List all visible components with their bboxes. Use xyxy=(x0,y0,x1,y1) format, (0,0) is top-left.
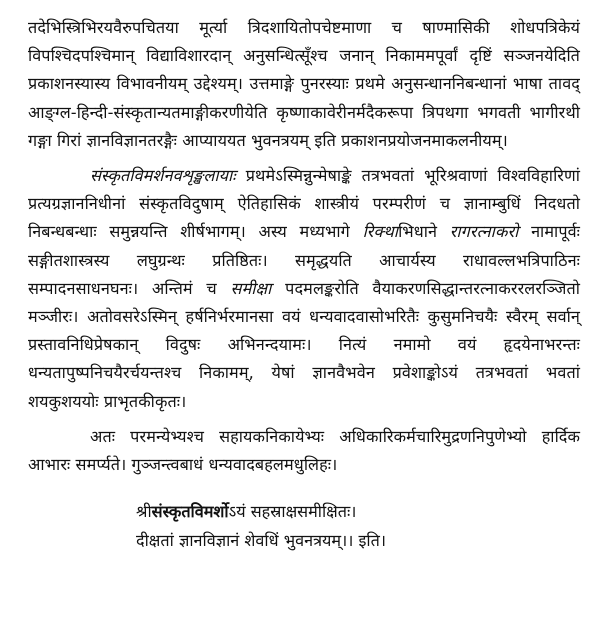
closing-verse xyxy=(28,497,580,555)
contents-text-part4: पदमलङ्करोति वैयाकरणसिद्धान्तरत्नाकररलरञ्जितो मञ्जीरः। अतोवसरेऽस्मिन् हर्षनिर्भरमानसा वयं धन्यवादवासोभरितैः कुसुमनिचयैः स्वैरम् सर्वान् प्रस्तावनिधिप्रेषकान् विदुषः अभिनन्दयामः। नित्यं नमामो वयं हृदयेनाभरन्तः धन्यतापुष्पनिचयैरर्चयन्तश्च निकामम्, येषां ज्ञानवैभवेन प्रवेशाङ्कोऽयं तत्रभवतां भवतां शयकुशययोः प्राभृतकीकृतः। xyxy=(28,278,580,411)
closing-verse-line-1 xyxy=(136,497,580,526)
paragraph-contents xyxy=(28,162,580,416)
paragraph-thanks: अतः परमन्येभ्यश्च सहायकनिकायेभ्यः अधिकारिकर्मचारिमुद्रणनिपुणेभ्यो हार्दिक आभारः समर्प्यते। गुञ्जन्त्वबाधं धन्यवादबहलमधुलिहः। xyxy=(28,426,580,475)
closing-line-1-rest: ऽयं सहस्राक्षसमीक्षितः। xyxy=(228,502,357,522)
closing-verse-line-2: दीक्षतां ज्ञानविज्ञानं शेवधिं भुवनत्रयम्।। इति। xyxy=(136,531,386,551)
contents-text-part1: प्रथमेऽस्मिन्नुन्मेषाङ्के तत्रभवतां भूरिश्रवाणां विश्वविहारिणां प्रत्यग्रज्ञाननिधीनां संस्कृतविदुषाम् ऐतिहासिकं शास्त्रीयं परम्परीणं च ज्ञानाम्बुधिं निदधतो निबन्धबन्धाः समुन्नयन्ति शीर्षभागम्। अस्य मध्यभागे xyxy=(28,166,580,242)
samiksha-italic: समीक्षा xyxy=(230,278,272,298)
contents-text-part2: भिधाने xyxy=(398,222,450,242)
closing-prefix: श्री xyxy=(136,502,152,522)
closing-journal-name-bold: संस्कृतविमर्शो xyxy=(151,502,229,522)
riktha-italic: रिक्था xyxy=(362,222,399,242)
journal-name-italic: संस्कृतविमर्शनवशृङ्खलायाः xyxy=(90,166,236,186)
contents-text-part3: नामापूर्वः सङ्गीतशास्त्रस्य लघुग्रन्थः प्रतिष्ठितः। समृद्धयति आचार्यस्य राधावल्लभत्रिपाठिनः सम्पादनसाधनघनः। अन्तिमं च xyxy=(28,222,580,298)
ragaratnakara-italic: रागरत्नाकरो xyxy=(449,222,519,242)
paragraph-purpose: तदेभिस्त्रिभिरयवैरुपचितया मूर्त्या त्रिदशायितोपचेष्टमाणा च षाण्मासिकी शोधपत्रिकेयं विपश्चिदपश्चिमान् विद्याविशारदान् अनुसन्धित्सूँश्च जनान् निकाममपूर्वां दृष्टिं सञ्जनयेदिति प्रकाशनस्यास्य विभावनीयम् उद्देश्यम्। उत्तमाङ्गे पुनरस्याः प्रथमे अनुसन्धाननिबन्धानां भाषा तावद् आङ्ग्ल-हिन्दी-संस्कृतान्यतमाङ्गीकरणीयेति कृष्णाकावेरीनर्मदैकरूपा त्रिपथगा भगवती भागीरथी गङ्गा गिरां ज्ञानविज्ञानतरङ्गैः आप्याययत भुवनत्रयम् इति प्रकाशनप्रयोजनमाकलनीयम्। xyxy=(28,18,580,150)
